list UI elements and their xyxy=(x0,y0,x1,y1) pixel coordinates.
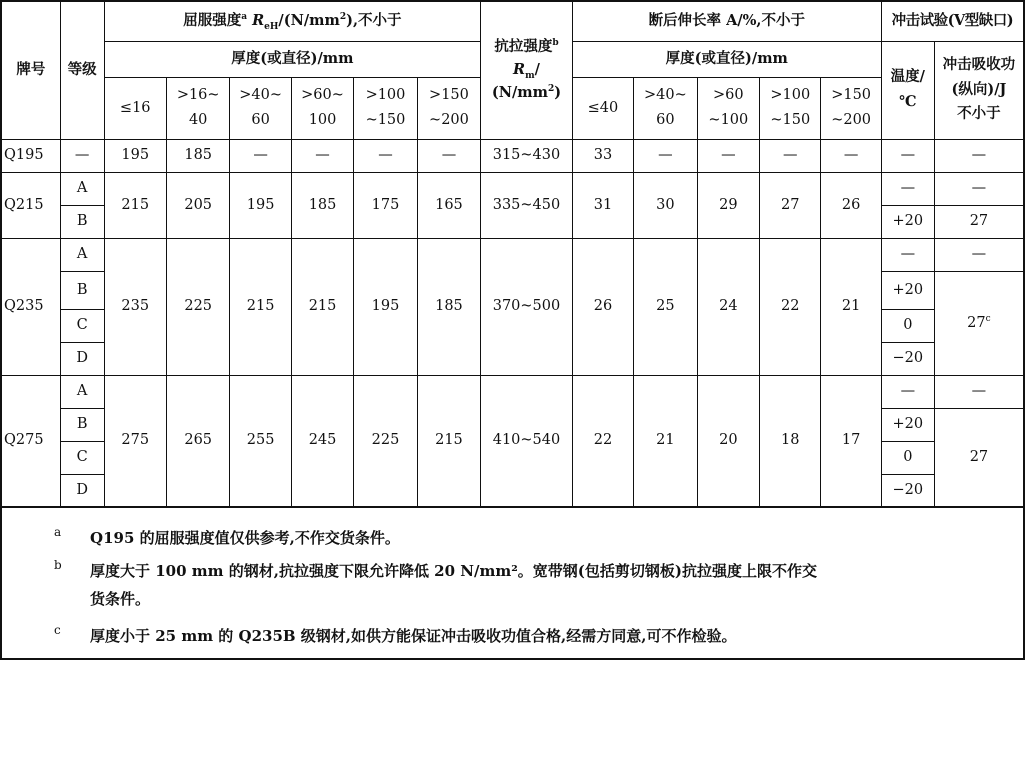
energy-value: — xyxy=(934,375,1024,408)
temperature-value: — xyxy=(881,172,934,205)
table-row-q195 xyxy=(1,139,1024,172)
elong-range-cell: >40~ 60 xyxy=(634,77,697,139)
energy-value: 27$^c$ xyxy=(934,271,1024,375)
footnotes-row xyxy=(1,507,1024,659)
elongation-header: 断后伸长率 A/%,不小于 xyxy=(572,1,881,41)
impact-test-header: 冲击试验(V型缺口) xyxy=(881,1,1024,41)
elong-value: 29 xyxy=(697,172,759,238)
elong-range-cell: >60 ~100 xyxy=(697,77,759,139)
grade-cell: A xyxy=(60,238,104,271)
grade-cell: D xyxy=(60,342,104,375)
elong-value: — xyxy=(760,139,821,172)
yield-value: 215 xyxy=(230,238,291,375)
grade-cell: B xyxy=(60,205,104,238)
yield-value: — xyxy=(230,139,291,172)
table-row-q235-a xyxy=(1,238,1024,271)
grade-cell: A xyxy=(60,172,104,205)
elong-value: 26 xyxy=(572,238,633,375)
yield-range-cell: >16~ 40 xyxy=(166,77,229,139)
energy-value: — xyxy=(934,238,1024,271)
temperature-value: 0 xyxy=(881,441,934,474)
elong-value: 31 xyxy=(572,172,633,238)
elong-value: 33 xyxy=(572,139,633,172)
footnote-b-text-cont: 货条件。 xyxy=(90,590,151,608)
elong-value: 22 xyxy=(760,238,821,375)
header-row-1 xyxy=(1,1,1024,41)
footnote-a-mark: a xyxy=(54,525,62,539)
grade-cell: D xyxy=(60,474,104,507)
yield-value: — xyxy=(354,139,417,172)
temperature-value: — xyxy=(881,139,934,172)
footnote-b-text: 厚度大于 100 mm 的钢材,抗拉强度下限允许降低 20 N/mm²。宽带钢(包括剪切钢板)抗拉强度上限不作交 xyxy=(90,562,817,580)
yield-range-cell: >60~ 100 xyxy=(291,77,353,139)
grade-cell: C xyxy=(60,441,104,474)
elong-value: 21 xyxy=(634,375,697,507)
table-row-q275-a xyxy=(1,375,1024,408)
yield-value: 165 xyxy=(417,172,480,238)
yield-value: 175 xyxy=(354,172,417,238)
tensile-value: 410~540 xyxy=(481,375,573,507)
yield-thickness-header: 厚度(或直径)/mm xyxy=(104,41,481,77)
yield-value: — xyxy=(417,139,480,172)
energy-value: 27 xyxy=(934,205,1024,238)
energy-value: — xyxy=(934,172,1024,205)
energy-value: 27 xyxy=(934,408,1024,507)
yield-value: 185 xyxy=(291,172,353,238)
yield-value: 185 xyxy=(166,139,229,172)
yield-value: 215 xyxy=(291,238,353,375)
temperature-value: −20 xyxy=(881,342,934,375)
brand-cell: Q235 xyxy=(1,238,60,375)
elong-range-cell: >100 ~150 xyxy=(760,77,821,139)
footnotes xyxy=(2,508,1023,658)
footnote-b-mark: b xyxy=(54,558,62,572)
elong-value: 30 xyxy=(634,172,697,238)
elong-value: 22 xyxy=(572,375,633,507)
grade-header: 等级 xyxy=(60,1,104,139)
absorbed-energy-header: 冲击吸收功 (纵向)/J 不小于 xyxy=(934,41,1024,139)
brand-cell: Q195 xyxy=(1,139,60,172)
yield-value: 225 xyxy=(354,375,417,507)
yield-value: 195 xyxy=(230,172,291,238)
yield-value: 255 xyxy=(230,375,291,507)
yield-value: 215 xyxy=(417,375,480,507)
yield-value: 275 xyxy=(104,375,166,507)
elong-value: 25 xyxy=(634,238,697,375)
yield-value: 195 xyxy=(104,139,166,172)
yield-value: 265 xyxy=(166,375,229,507)
footnote-c-text: 厚度小于 25 mm 的 Q235B 级钢材,如供方能保证冲击吸收功值合格,经需方同意,可不作检验。 xyxy=(90,627,737,645)
yield-range-cell: >100 ~150 xyxy=(354,77,417,139)
yield-strength-header: 屈服强度$^a$ $R_{eH}/(N/mm^2)$,不小于 xyxy=(104,1,481,41)
temperature-value: 0 xyxy=(881,309,934,342)
yield-value: 235 xyxy=(104,238,166,375)
energy-value: — xyxy=(934,139,1024,172)
brand-cell: Q275 xyxy=(1,375,60,507)
elong-value: 24 xyxy=(697,238,759,375)
footnote-a-text: Q195 的屈服强度值仅供参考,不作交货条件。 xyxy=(90,529,400,547)
tensile-strength-header: 抗拉强度$^b$ $R_m/$ $(N/mm^2)$ xyxy=(481,1,573,139)
grade-cell: C xyxy=(60,309,104,342)
footnote-mark-a: a xyxy=(241,12,248,23)
brand-cell: Q215 xyxy=(1,172,60,238)
yield-value: 195 xyxy=(354,238,417,375)
yield-range-cell: >150 ~200 xyxy=(417,77,480,139)
table-row-q215-a xyxy=(1,172,1024,205)
temperature-value: +20 xyxy=(881,408,934,441)
footnotes-cell xyxy=(1,507,1024,659)
yield-range-cell: >40~ 60 xyxy=(230,77,291,139)
tensile-value: 335~450 xyxy=(481,172,573,238)
yield-value: 245 xyxy=(291,375,353,507)
elong-value: 20 xyxy=(697,375,759,507)
elong-value: — xyxy=(821,139,881,172)
grade-cell: B xyxy=(60,408,104,441)
brand-header: 牌号 xyxy=(1,1,60,139)
temperature-value: −20 xyxy=(881,474,934,507)
elong-value: — xyxy=(697,139,759,172)
temperature-value: — xyxy=(881,238,934,271)
elong-value: 21 xyxy=(821,238,881,375)
elong-value: 27 xyxy=(760,172,821,238)
elong-value: — xyxy=(634,139,697,172)
grade-cell: A xyxy=(60,375,104,408)
elong-range-cell: >150 ~200 xyxy=(821,77,881,139)
elong-value: 18 xyxy=(760,375,821,507)
temperature-value: — xyxy=(881,375,934,408)
elong-range-cell: ≤40 xyxy=(572,77,633,139)
footnote-mark-b: b xyxy=(552,38,559,49)
grade-cell: — xyxy=(60,139,104,172)
temperature-header: 温度/ ℃ xyxy=(881,41,934,139)
yield-value: 225 xyxy=(166,238,229,375)
grade-cell: B xyxy=(60,271,104,309)
temperature-value: +20 xyxy=(881,271,934,309)
tensile-value: 315~430 xyxy=(481,139,573,172)
elong-value: 17 xyxy=(821,375,881,507)
yield-range-cell: ≤16 xyxy=(104,77,166,139)
yield-value: 205 xyxy=(166,172,229,238)
elong-value: 26 xyxy=(821,172,881,238)
yield-value: — xyxy=(291,139,353,172)
yield-value: 215 xyxy=(104,172,166,238)
footnote-c-mark: c xyxy=(54,623,61,637)
tensile-value: 370~500 xyxy=(481,238,573,375)
temperature-value: +20 xyxy=(881,205,934,238)
footnote-mark-c: c xyxy=(985,313,991,324)
yield-value: 185 xyxy=(417,238,480,375)
elong-thickness-header: 厚度(或直径)/mm xyxy=(572,41,881,77)
